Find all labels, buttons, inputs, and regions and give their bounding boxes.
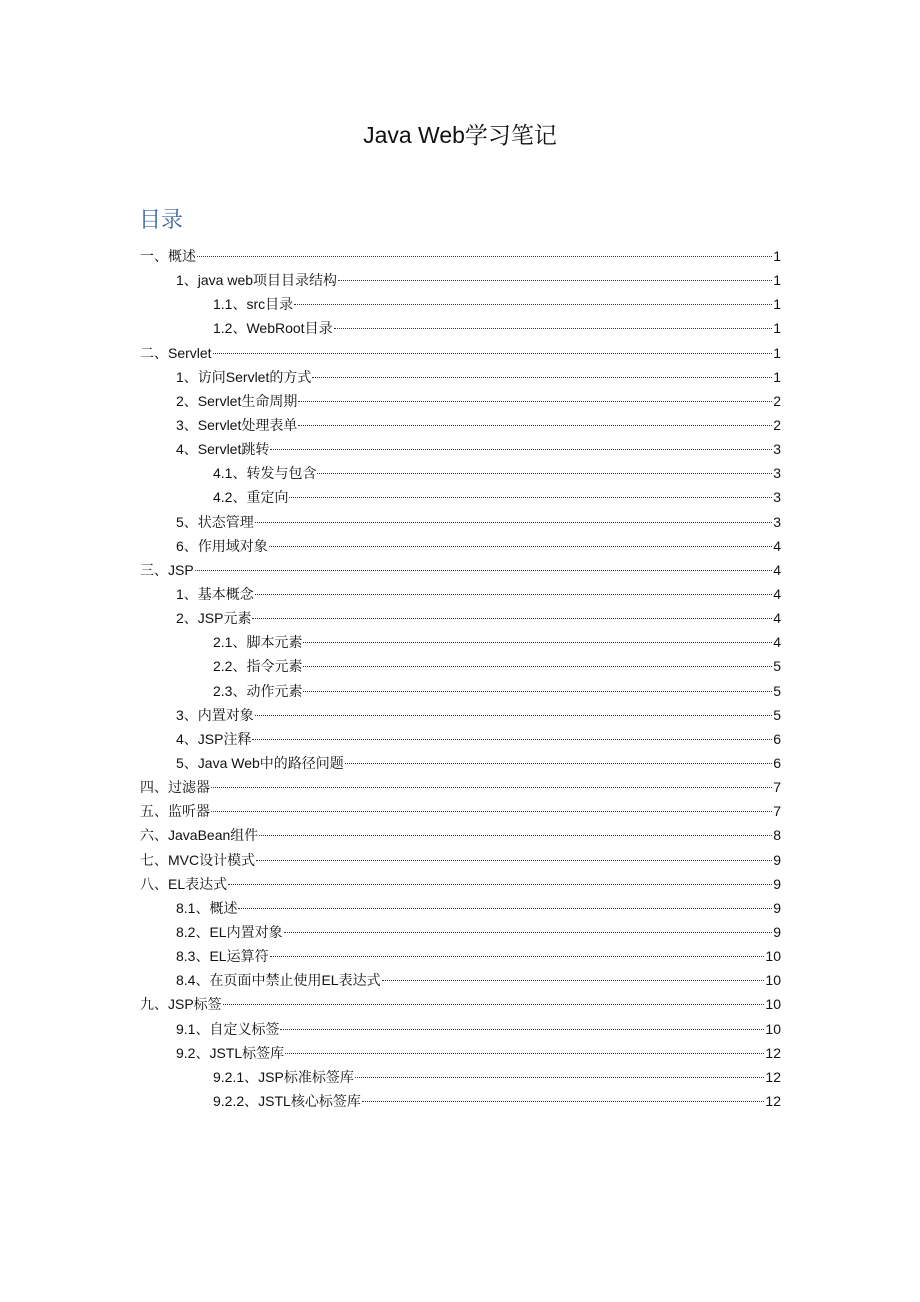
- toc-entry-page: 12: [765, 1068, 781, 1085]
- toc-entry[interactable]: [140, 365, 781, 389]
- document-title: Java Web学习笔记: [363, 122, 557, 148]
- dot-leader: [294, 304, 772, 305]
- dot-leader: [303, 642, 772, 643]
- toc-entry-label: 4.2、重定向: [213, 489, 289, 506]
- toc-entry-page: 10: [765, 996, 781, 1013]
- toc-entry[interactable]: [140, 437, 781, 461]
- toc-entry[interactable]: [140, 244, 781, 268]
- toc-entry-page: 10: [765, 948, 781, 965]
- toc-entry-label: 9.2.1、JSP标准标签库: [213, 1068, 354, 1085]
- dot-leader: [223, 1004, 765, 1005]
- dot-leader: [345, 763, 772, 764]
- toc-heading: 目录: [139, 207, 184, 232]
- toc-entry-page: 3: [773, 489, 781, 506]
- toc-entry-page: 12: [765, 1092, 781, 1109]
- dot-leader: [255, 594, 772, 595]
- toc-entry-label: 1.2、WebRoot目录: [213, 320, 333, 337]
- toc-entry[interactable]: [140, 920, 781, 944]
- toc-entry-label: 二、Servlet: [140, 344, 212, 361]
- toc-entry[interactable]: [140, 558, 781, 582]
- toc-entry-label: 8.1、概述: [176, 899, 238, 916]
- toc-entry-label: 2、JSP元素: [176, 610, 252, 627]
- toc-entry[interactable]: [140, 1089, 781, 1113]
- dot-leader: [195, 570, 773, 571]
- toc-entry-page: 4: [773, 585, 781, 602]
- toc-entry-label: 1、访问Servlet的方式: [176, 368, 312, 385]
- toc-entry-label: 2.2、指令元素: [213, 658, 303, 675]
- dot-leader: [312, 377, 772, 378]
- toc-entry[interactable]: [140, 872, 781, 896]
- toc-entry-page: 1: [773, 344, 781, 361]
- toc-entry[interactable]: [140, 582, 781, 606]
- toc-entry-page: 8: [773, 827, 781, 844]
- toc-entry-label: 4.1、转发与包含: [213, 465, 317, 482]
- toc-entry-page: 9: [773, 851, 781, 868]
- toc-entry-label: 4、Servlet跳转: [176, 441, 270, 458]
- dot-leader: [338, 280, 772, 281]
- toc-entry-label: 五、监听器: [140, 803, 210, 820]
- toc-entry-label: 4、JSP注释: [176, 730, 252, 747]
- dot-leader: [382, 980, 765, 981]
- toc-entry-page: 10: [765, 972, 781, 989]
- dot-leader: [270, 956, 765, 957]
- toc-entry-page: 4: [773, 634, 781, 651]
- toc-entry-label: 2、Servlet生命周期: [176, 392, 298, 409]
- toc-entry-label: 1.1、src目录: [213, 296, 294, 313]
- toc-entry-label: 9.2.2、JSTL核心标签库: [213, 1092, 361, 1109]
- toc-entry-page: 1: [773, 248, 781, 264]
- toc-entry-page: 5: [773, 682, 781, 699]
- toc-entry[interactable]: [140, 1017, 781, 1041]
- toc-entry-page: 1: [773, 368, 781, 385]
- toc-entry-label: 1、java web项目目录结构: [176, 272, 338, 289]
- toc-entry-label: 2.3、动作元素: [213, 682, 303, 699]
- toc-entry[interactable]: [140, 751, 781, 775]
- toc-entry[interactable]: [140, 654, 781, 678]
- dot-leader: [303, 666, 772, 667]
- toc-entry-page: 7: [773, 803, 781, 820]
- toc-entry-label: 9.1、自定义标签: [176, 1020, 280, 1037]
- dot-leader: [285, 1053, 764, 1054]
- toc-entry[interactable]: [140, 606, 781, 630]
- dot-leader: [255, 715, 772, 716]
- dot-leader: [252, 618, 772, 619]
- toc-entry-page: 3: [773, 465, 781, 482]
- toc-entry-label: 1、基本概念: [176, 585, 254, 602]
- toc-entry-label: 三、JSP: [140, 561, 194, 578]
- toc-entry-label: 3、内置对象: [176, 706, 254, 723]
- toc-entry-label: 九、JSP标签: [140, 996, 222, 1013]
- toc-entry[interactable]: [140, 944, 781, 968]
- toc-entry[interactable]: [140, 510, 781, 534]
- toc-entry-page: 5: [773, 706, 781, 723]
- toc-entry-label: 一、概述: [140, 248, 196, 264]
- toc-entry[interactable]: [140, 679, 781, 703]
- table-of-contents: [140, 244, 781, 1113]
- dot-leader: [334, 328, 773, 329]
- toc-entry[interactable]: [140, 848, 781, 872]
- toc-entry[interactable]: [140, 292, 781, 316]
- toc-entry-label: 七、MVC设计模式: [140, 851, 256, 868]
- toc-entry-page: 1: [773, 272, 781, 289]
- toc-entry-page: 9: [773, 899, 781, 916]
- toc-entry[interactable]: [140, 799, 781, 823]
- toc-entry-page: 5: [773, 658, 781, 675]
- toc-entry[interactable]: [140, 389, 781, 413]
- toc-entry-page: 3: [773, 513, 781, 530]
- toc-entry-page: 2: [773, 392, 781, 409]
- dot-leader: [303, 691, 772, 692]
- toc-entry-label: 5、Java Web中的路径问题: [176, 754, 344, 771]
- toc-entry[interactable]: [140, 992, 781, 1016]
- dot-leader: [355, 1077, 765, 1078]
- dot-leader: [211, 811, 772, 812]
- toc-entry-label: 八、EL表达式: [140, 875, 228, 892]
- dot-leader: [255, 522, 772, 523]
- dot-leader: [197, 256, 772, 257]
- dot-leader: [298, 425, 772, 426]
- dot-leader: [280, 1029, 764, 1030]
- toc-entry-page: 12: [765, 1044, 781, 1061]
- dot-leader: [211, 787, 772, 788]
- toc-entry[interactable]: [140, 268, 781, 292]
- toc-entry-label: 8.3、EL运算符: [176, 948, 269, 965]
- toc-entry[interactable]: [140, 968, 781, 992]
- toc-entry[interactable]: [140, 485, 781, 509]
- toc-entry-page: 1: [773, 320, 781, 337]
- toc-entry-label: 六、JavaBean组件: [140, 827, 259, 844]
- toc-entry[interactable]: [140, 534, 781, 558]
- toc-entry[interactable]: [140, 823, 781, 847]
- toc-entry-page: 7: [773, 779, 781, 796]
- toc-entry[interactable]: [140, 461, 781, 485]
- dot-leader: [270, 449, 772, 450]
- dot-leader: [252, 739, 772, 740]
- toc-entry[interactable]: [140, 341, 781, 365]
- toc-entry-label: 2.1、脚本元素: [213, 634, 303, 651]
- dot-leader: [362, 1101, 765, 1102]
- toc-entry-page: 4: [773, 561, 781, 578]
- dot-leader: [298, 401, 772, 402]
- dot-leader: [284, 932, 773, 933]
- dot-leader: [289, 497, 772, 498]
- toc-entry[interactable]: [140, 703, 781, 727]
- toc-entry-page: 9: [773, 875, 781, 892]
- dot-leader: [228, 884, 772, 885]
- toc-entry[interactable]: [140, 630, 781, 654]
- toc-entry-label: 四、过滤器: [140, 779, 210, 796]
- toc-entry[interactable]: [140, 413, 781, 437]
- toc-entry[interactable]: [140, 727, 781, 751]
- toc-entry[interactable]: [140, 1065, 781, 1089]
- toc-entry-page: 6: [773, 754, 781, 771]
- toc-entry-label: 8.2、EL内置对象: [176, 923, 283, 940]
- toc-entry-page: 10: [765, 1020, 781, 1037]
- toc-entry-label: 8.4、在页面中禁止使用EL表达式: [176, 972, 381, 989]
- toc-entry[interactable]: [140, 1041, 781, 1065]
- toc-entry[interactable]: [140, 775, 781, 799]
- toc-entry-label: 6、作用域对象: [176, 537, 268, 554]
- dot-leader: [213, 353, 773, 354]
- toc-entry-page: 1: [773, 296, 781, 313]
- toc-entry-label: 3、Servlet处理表单: [176, 416, 298, 433]
- toc-entry-page: 3: [773, 441, 781, 458]
- toc-entry-page: 4: [773, 610, 781, 627]
- toc-entry-page: 4: [773, 537, 781, 554]
- dot-leader: [259, 835, 772, 836]
- toc-entry[interactable]: [140, 316, 781, 340]
- toc-entry-page: 2: [773, 416, 781, 433]
- dot-leader: [317, 473, 772, 474]
- toc-entry[interactable]: [140, 896, 781, 920]
- toc-entry-page: 9: [773, 923, 781, 940]
- dot-leader: [256, 860, 772, 861]
- toc-entry-page: 6: [773, 730, 781, 747]
- toc-entry-label: 5、状态管理: [176, 513, 254, 530]
- dot-leader: [269, 546, 772, 547]
- toc-entry-label: 9.2、JSTL标签库: [176, 1044, 285, 1061]
- dot-leader: [238, 908, 772, 909]
